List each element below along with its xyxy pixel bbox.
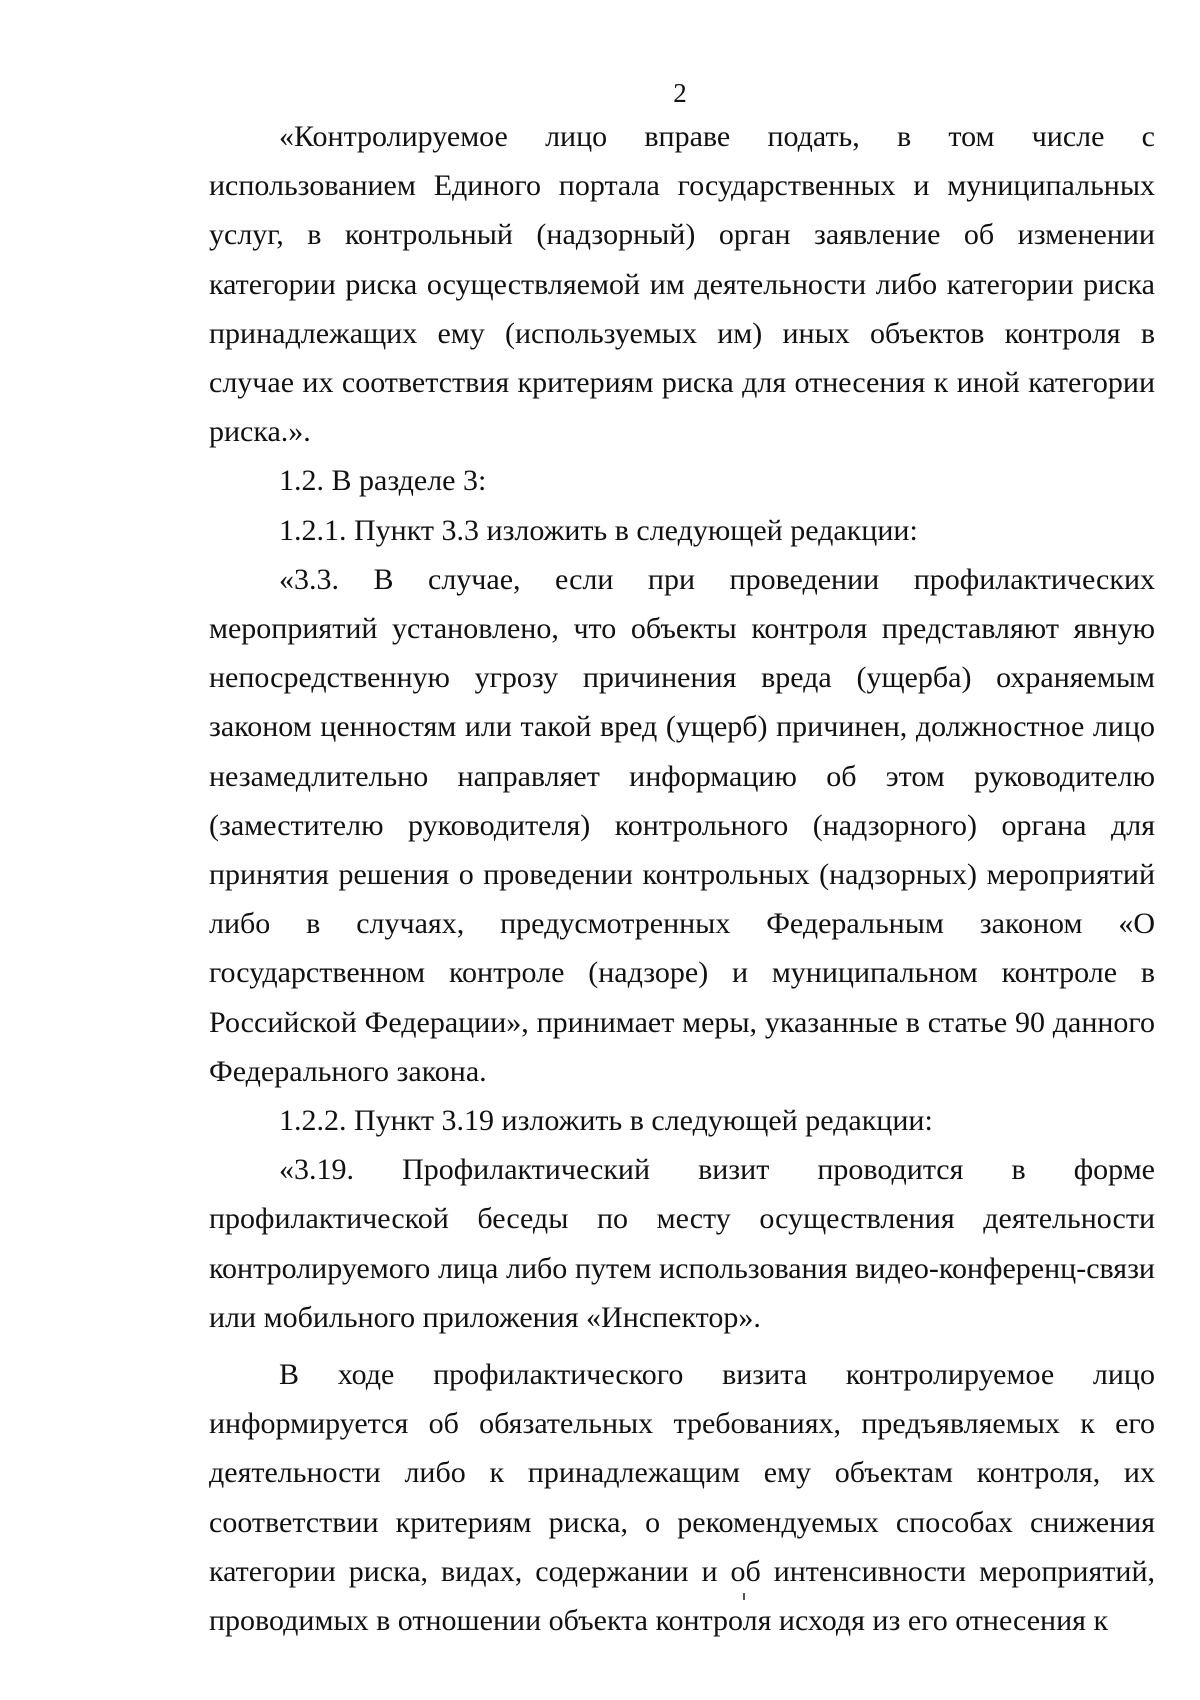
paragraph-risk-category-application: «Контролируемое лицо вправе подать, в том числе с использованием Единого портала государственных и муниципальных услуг, в контрольный (надзорный) орган заявление об изменении категории риска осуществляемой им деятельности либо категории риска принадлежащих ему (используемых им) иных объектов контроля в случае их соответствия критериям риска для отнесения к иной категории риска.».	[209, 120, 1155, 449]
paragraph-preventive-visit-info: В ходе профилактического визита контролируемое лицо информируется об обязательных требованиях, предъявляемых к его деятельности либо к принадлежащим ему объектам контроля, их соответствии критериям риска, о рекомендуемых способах снижения категории риска, видах, содержании и об интенсивности мероприятий, проводимых в отношении объекта контроля исходя из его отнесения к	[209, 1358, 1155, 1638]
paragraph-item-3-3-text: «3.3. В случае, если при проведении профилактических мероприятий установлено, что объекты контроля представляют явную непосредственную угрозу причинения вреда (ущерба) охраняемым законом ценностям или такой вред (ущерб) причинен, должностное лицо незамедлительно направляет информацию об этом руководителю (заместителю руководителя) контрольного (надзорного) органа для принятия решения о проведении контрольных (надзорных) мероприятий либо в случаях, предусмотренных Федеральным законом «О государственном контроле (надзоре) и муниципальном контроле в Российской Федерации», принимает меры, указанные в статье 90 данного Федерального закона.	[209, 562, 1155, 1088]
paragraph-item-3-3-instruction: 1.2.1. Пункт 3.3 изложить в следующей редакции:	[279, 513, 918, 547]
paragraph-section-3-heading: 1.2. В разделе 3:	[279, 464, 487, 498]
page-number: 2	[673, 78, 687, 108]
paragraph-item-3-19-instruction: 1.2.2. Пункт 3.19 изложить в следующей редакции:	[279, 1104, 933, 1138]
document-body	[209, 112, 1155, 1645]
paragraph-item-3-19-text: «3.19. Профилактический визит проводится в форме профилактической беседы по месту осуществления деятельности контролируемого лица либо путем использования видео-конференц-связи или мобильного приложения «Инспектор».	[209, 1153, 1155, 1334]
scan-mark	[743, 1593, 745, 1600]
